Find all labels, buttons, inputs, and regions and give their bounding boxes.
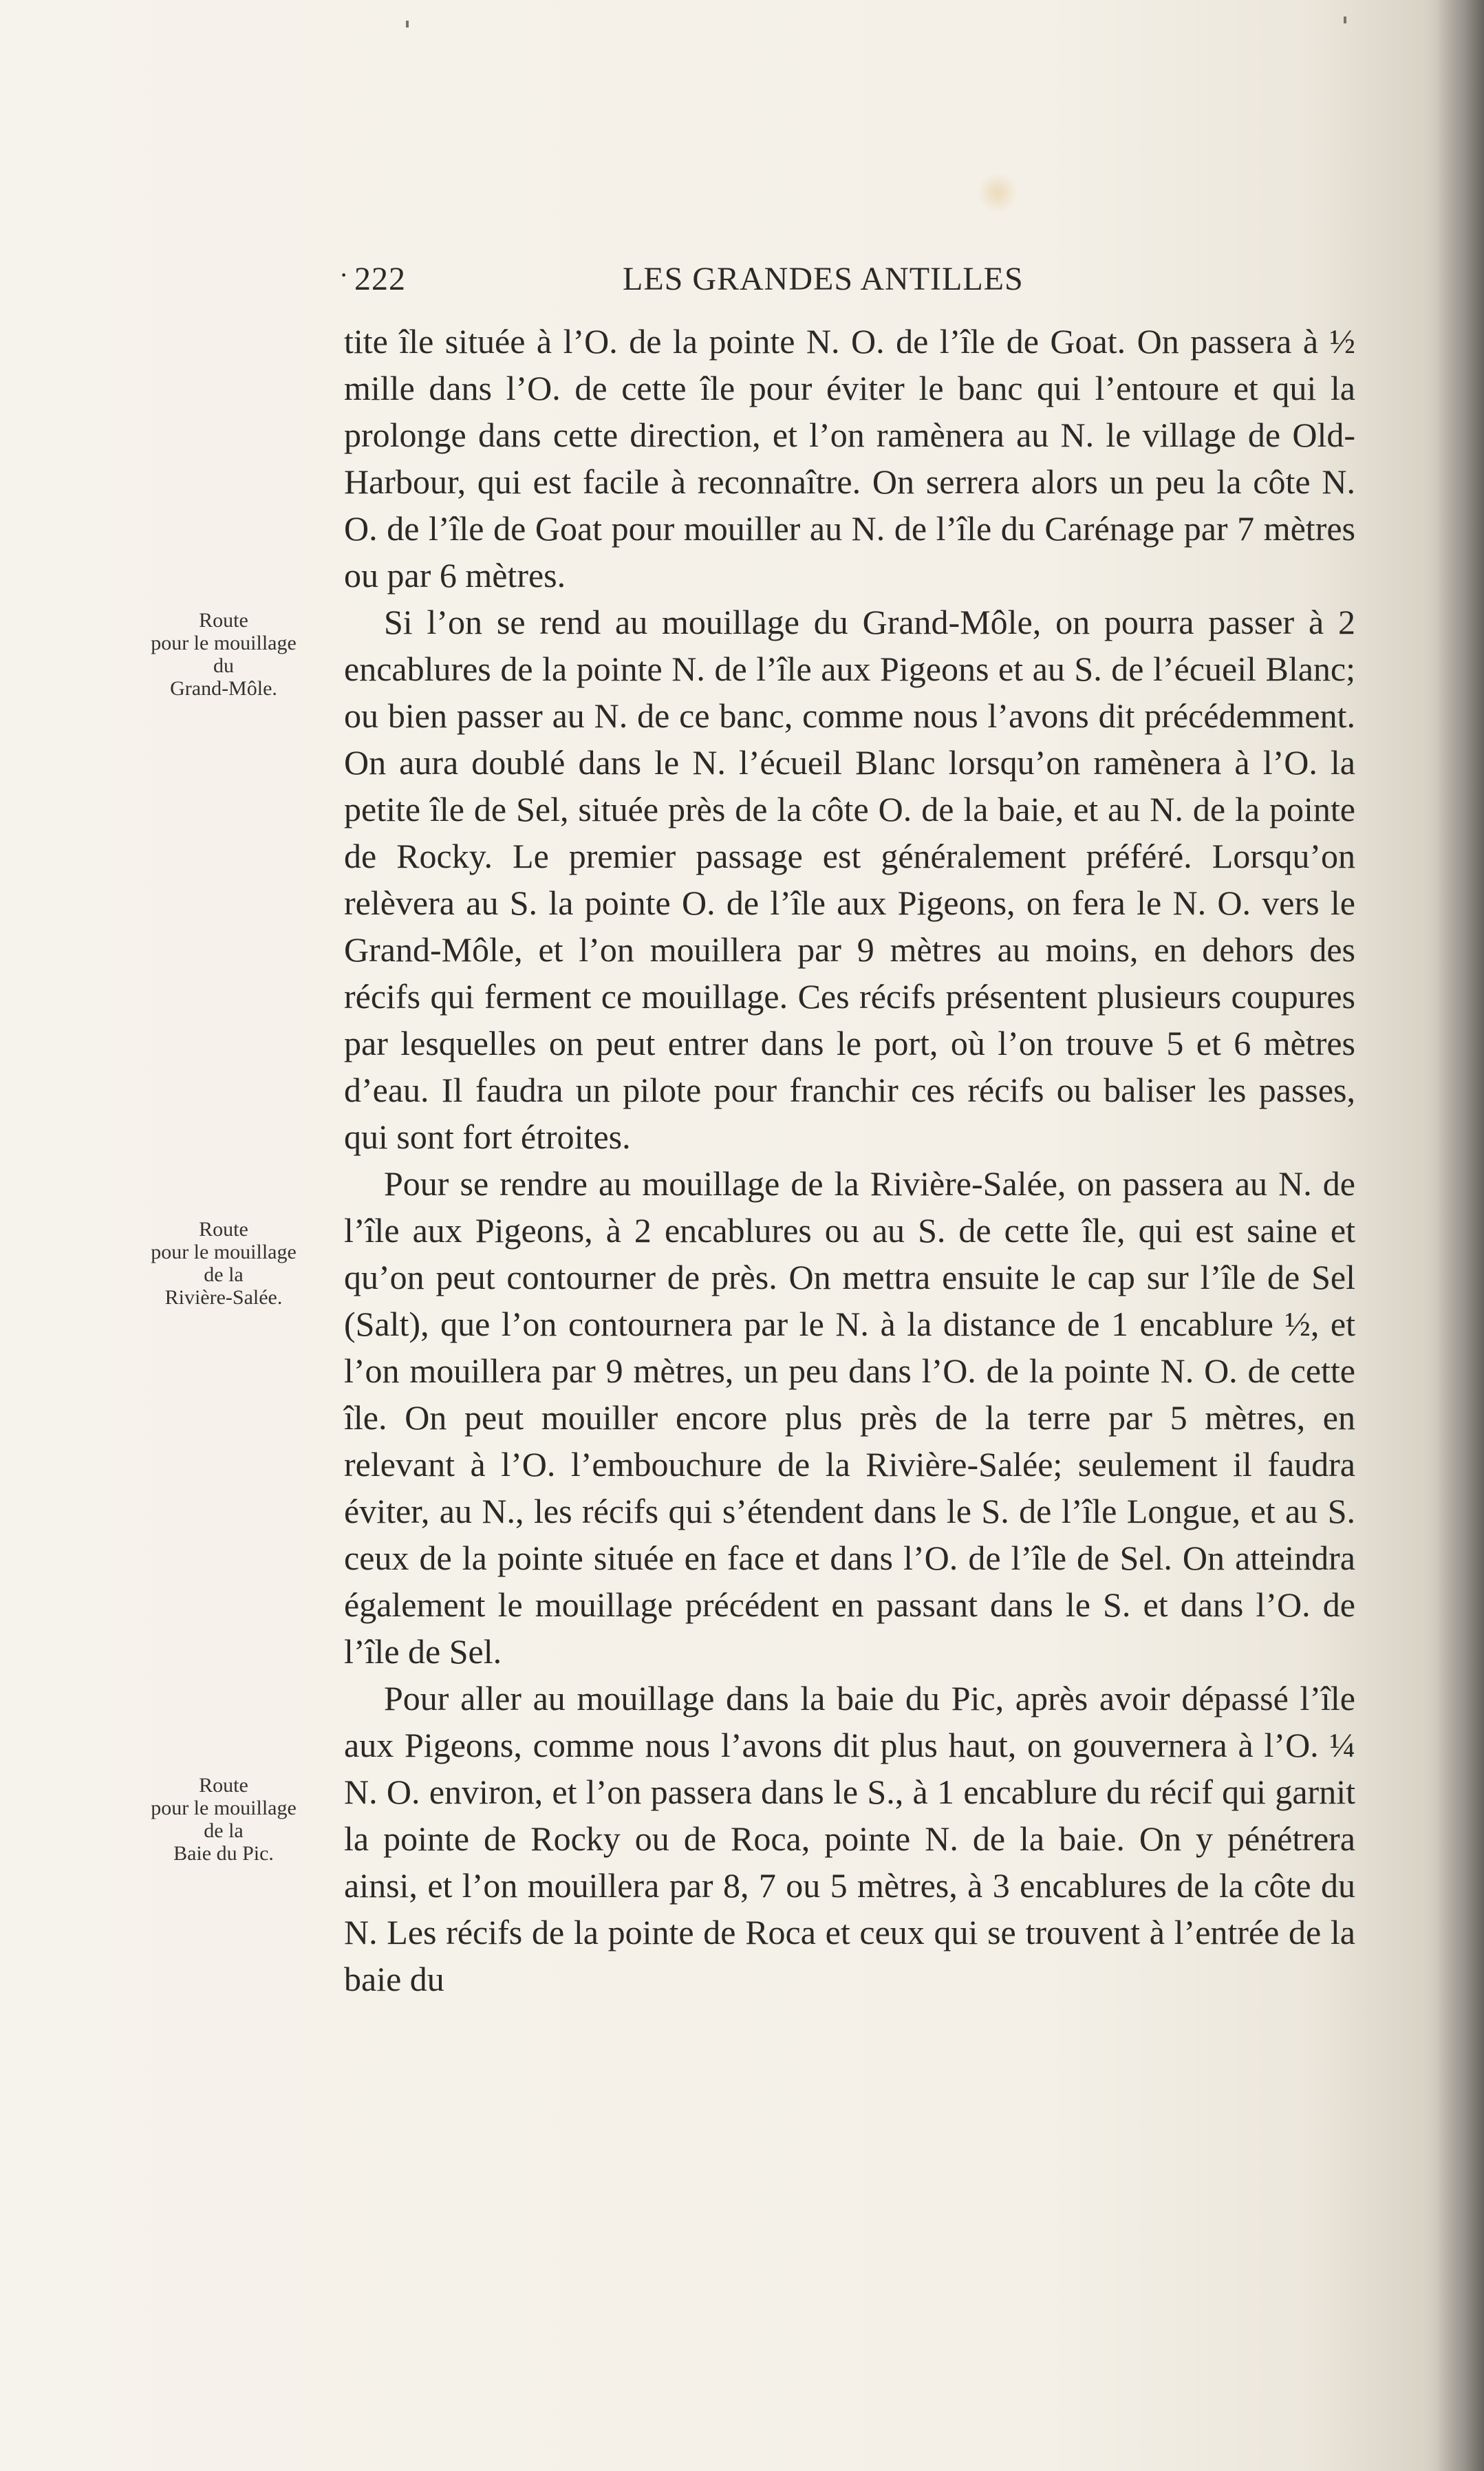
running-head bbox=[313, 260, 1056, 301]
paper-speck bbox=[406, 21, 409, 28]
margin-note-line: de la bbox=[204, 1819, 244, 1842]
margin-note-line: pour le mouillage bbox=[151, 632, 297, 654]
margin-note-line: pour le mouillage bbox=[151, 1797, 297, 1819]
margin-note-riviere-salee bbox=[124, 1218, 323, 1309]
paper-stain bbox=[977, 172, 1018, 213]
margin-note-line: Route bbox=[199, 1218, 248, 1241]
margin-note-line: Route bbox=[199, 609, 248, 632]
page-number: · 222 bbox=[354, 260, 406, 298]
paragraph: Pour aller au mouillage dans la baie du Pic, après avoir dépassé l’île aux Pigeons, comme nous l’avons dit plus haut, on gouvernera à l’O. ¼ N. O. environ, et l’on passera dans le S., à 1 encablure du récif qui garnit la pointe de Rocky ou de Roca, pointe N. de la baie. On y pénétrera ainsi, et l’on mouillera par 8, 7 ou 5 mètres, à 3 encablures de la côte du N. Les récifs de la pointe de Roca et ceux qui se trouvent à l’entrée de la baie du bbox=[344, 1679, 1355, 1998]
margin-note-line: Route bbox=[199, 1774, 248, 1797]
paragraph: Si l’on se rend au mouillage du Grand-Môle, on pourra passer à 2 encablures de la pointe N. de l’île aux Pigeons et au S. de l’écueil Blanc; ou bien passer au N. de ce banc, comme nous l’avons dit précédemment. On aura doublé dans le N. l’écueil Blanc lorsqu’on ramènera à l’O. la petite île de Sel, située près de la côte O. de la baie, et au N. de la pointe de Rocky. Le premier passage est généralement préféré. Lorsqu’on relèvera au S. la pointe O. de l’île aux Pigeons, on fera le N. O. vers le Grand-Môle, et l’on mouillera par 9 mètres au moins, en dehors des récifs qui ferment ce mouillage. Ces récifs présentent plusieurs coupures par lesquelles on peut entrer dans le port, où l’on trouve 5 et 6 mètres d’eau. Il faudra un pilote pour franchir ces récifs ou baliser les passes, qui sont fort étroites. bbox=[344, 603, 1355, 1156]
margin-note-line: du bbox=[213, 654, 234, 677]
margin-note-grand-mole bbox=[124, 609, 323, 700]
margin-note-line: Grand-Môle. bbox=[170, 677, 277, 700]
margin-note-line: Baie du Pic. bbox=[173, 1842, 274, 1865]
paragraph: tite île située à l’O. de la pointe N. O. de l’île de Goat. On passera à ½ mille dans l’O. de cette île pour éviter le banc qui l’entoure et qui la prolonge dans cette direction, et l’on ramènera au N. le village de Old-Harbour, qui est facile à reconnaître. On serrera alors un peu la côte N. O. de l’île de Goat pour mouiller au N. de l’île du Carénage par 7 mètres ou par 6 mètres. bbox=[344, 322, 1355, 595]
running-title: LES GRANDES ANTILLES bbox=[623, 261, 1024, 297]
paragraph: Pour se rendre au mouillage de la Rivière-Salée, on passera au N. de l’île aux Pigeons, à 2 encablures ou au S. de cette île, qui est saine et qu’on peut contourner de près. On mettra ensuite le cap sur l’île de Sel (Salt), que l’on contournera par le N. à la distance de 1 encablure ½, et l’on mouillera par 9 mètres, un peu dans l’O. de la pointe N. O. de cette île. On peut mouiller encore plus près de la terre par 5 mètres, en relevant à l’O. l’embouchure de la Rivière-Salée; seulement il faudra éviter, au N., les récifs qui s’étendent dans le S. de l’île Longue, et au S. ceux de la pointe située en face et dans l’O. de l’île de Sel. On atteindra également le mouillage précédent en passant dans le S. et dans l’O. de l’île de Sel. bbox=[344, 1164, 1355, 1671]
page-gutter-shadow bbox=[1436, 0, 1484, 2471]
margin-note-baie-du-pic bbox=[124, 1774, 323, 1865]
margin-note-line: pour le mouillage bbox=[151, 1241, 297, 1263]
margin-note-line: Rivière-Salée. bbox=[164, 1286, 283, 1309]
paper-speck bbox=[1344, 17, 1346, 23]
margin-note-line: de la bbox=[204, 1263, 244, 1286]
body-text bbox=[344, 318, 1355, 2002]
